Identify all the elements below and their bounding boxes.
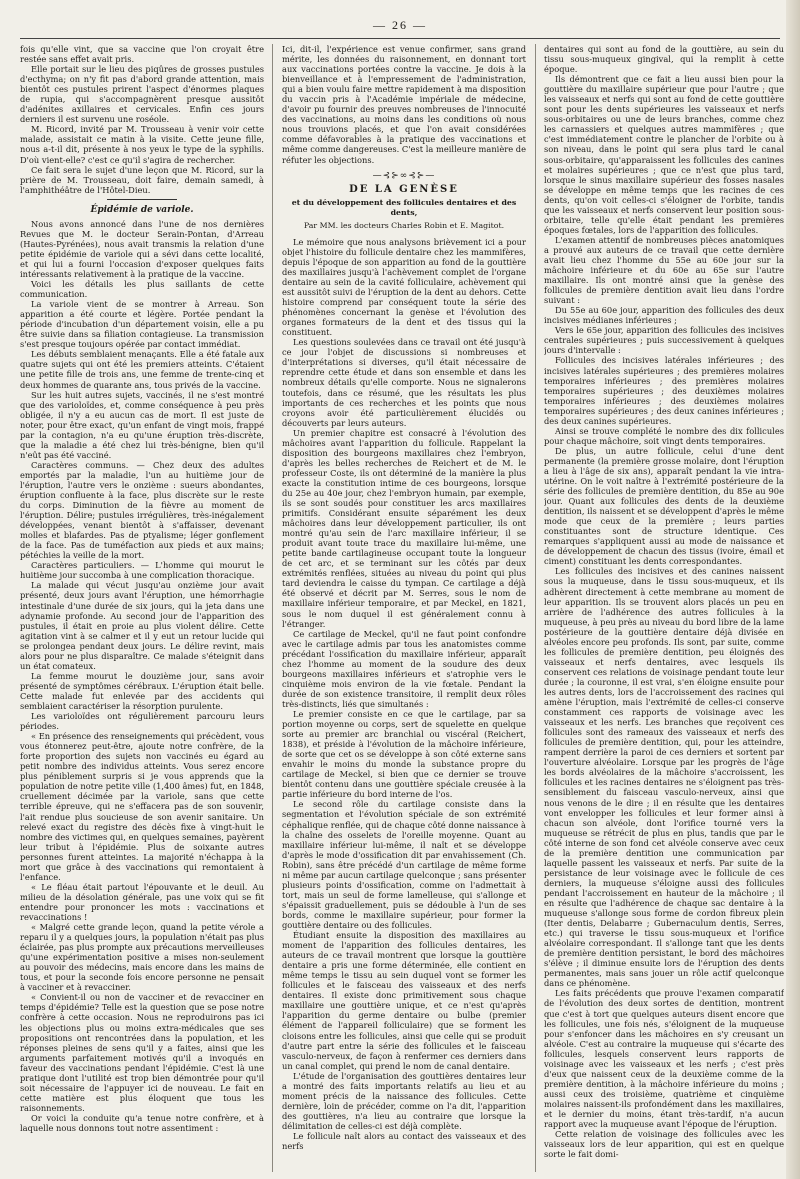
article-title: DE LA GENÈSE xyxy=(349,183,459,195)
paragraph: fois qu'elle vint, que sa vaccine que l'on croyait être restée sans effet avait pris. xyxy=(20,44,264,65)
paragraph: Ils démontrent que ce fait a lieu aussi bien pour la gouttière du maxillaire supérieur que pour l'autre ; que les vaisseaux et nerfs qui sont au fond de cette gouttière sont pour les dents supérieures les vaisseaux et nerfs sous-orbitaires ou une de leurs branches, comme chez les carnassiers et quelques autres mammifères ; que c'est immédiatement contre le plancher de l'orbite ou à son niveau, dans le point qui sera plus tard le canal sous-orbitaire, qu'apparaissent les follicules des canines et molaires supérieures ; que ce n'est que plus tard, lorsque le sinus maxillaire supérieur des fosses nasales se développe en même temps que les racines de ces dents, qu'on voit celles-ci s'éloigner de l'orbite, tandis que les vaisseaux et nerfs conservent leur position sous-orbitaire, telle qu'elle était pendant les premières époques fœtales, lors de l'apparition des follicules. xyxy=(544,74,784,235)
paragraph: Caractères communs. — Chez deux des adultes emportés par la maladie, l'un au huitième jour de l'éruption, l'autre vers le onzième : sueurs abondantes, éruption confluente à la face, plus discrète sur le reste du corps. Diminution de la fièvre au moment de l'éruption. Délire; pustules irrégulières, très-inégalement développées, venant bientôt à s'affaisser, devenant molles et blafardes. Pas de ptyalisme; léger gonflement de la face. Pas de tuméfaction aux pieds et aux mains; pétéchies la veille de la mort. xyxy=(20,459,264,561)
paragraph: Du 55e au 60e jour, apparition des follicules des deux incisives médianes inférieures ; xyxy=(544,305,784,326)
paragraph: « Convient-il ou non de vacciner et de revacciner en temps d'épidémie? Telle est la question que se pose notre confrère à cette occasion. Nous ne reproduirons pas ici les objections plus ou moins extra-médicales que ses propositions ont rencontrées dans la population, et les réponses pleines de sens qu'il y a faites, ainsi que les arguments parfaitement motivés qu'il a invoqués en faveur des vaccinations pendant l'épidémie. C'est là une pratique dont l'utilité est trop bien démontrée pour qu'il soit nécessaire de l'appuyer ici de nouveau. Le fait en cette matière est plus éloquent que tous les raisonnements. xyxy=(20,992,264,1113)
paragraph: Ainsi se trouve complété le nombre des dix follicules pour chaque mâchoire, soit vingt dents temporaires. xyxy=(544,425,784,446)
paragraph: « Le fléau était partout l'épouvante et le deuil. Au milieu de la désolation générale, pas une voix qui se fit entendre pour prononcer les mots : vaccinations et revaccinations ! xyxy=(20,881,264,922)
article-authors: Par MM. les docteurs Charles Robin et E. Magitot. xyxy=(303,220,505,230)
column-divider xyxy=(535,44,536,1172)
paragraph: « Malgré cette grande leçon, quand la petite vérole a reparu il y a quelques jours, la population n'était pas plus éclairée, pas plus prompte aux précautions merveilleuses qu'une expérimentation positive a mises non-seulement au pouvoir des médecins, mais encore dans les mains de tous, et pour la seconde fois encore personne ne pensait à vacciner et à revacciner. xyxy=(20,922,264,993)
paragraph: Or voici la conduite qu'a tenue notre confrère, et à laquelle nous donnons tout notre assentiment : xyxy=(20,1112,264,1133)
paragraph: Les follicules des incisives et des canines naissent sous la muqueuse, dans le tissu sous-muqueux, et ils adhèrent directement à cette membrane au moment de leur apparition. Ils se trouvent alors placés un peu en arrière de l'adhérence des autres follicules à la muqueuse, à peu près au niveau du bord libre de la lame postérieure de la gouttière dentaire déjà divisée en alvéoles encore peu profonds. Ils sont, par suite, comme les follicules de première dentition, peu éloignés des vaisseaux et nerfs dentaires, avec lesquels ils conservent ces relations de voisinage pendant toute leur durée ; la couronne, il est vrai, s'en éloigne ensuite pour les autres dents, lors de l'accroissement des racines qui amène l'éruption, mais l'extrémité de celles-ci conserve constamment ces rapports de voisinage avec les vaisseaux et les nerfs. Les branches que reçoivent ces follicules sont des rameaux des vaisseaux et nerfs des follicules de première dentition, qui, pour les atteindre, rampent derrière la paroi de ces derniers et sortent par l'ouverture alvéolaire. Lorsque par les progrès de l'âge les bords alvéolaires de la mâchoire s'accroissent, les follicules et les racines dentaires ne s'éloignent pas très-sensiblement du faisceau vasculo-nerveux, ainsi que nous venons de le dire ; il en résulte que les dentaires vont envelopper les follicules et leur former ainsi à chacun son alvéole, dont l'orifice tourné vers la muqueuse se rétrécit de plus en plus, tandis que par le côté interne de son fond cet alvéole conserve avec ceux de la première dentition une communication par laquelle passent les vaisseaux et nerfs. Par suite de la persistance de leur voisinage avec le follicule de ces derniers, la muqueuse s'éloigne aussi des follicules pendant l'accroissement en hauteur de la mâchoire ; il en résulte que l'adhérence de chaque sac dentaire à la muqueuse s'allonge sous forme de cordon fibreux plein (Iter dentis, Delabarre ; Gubernaculum dentis, Serres, etc.) qui traverse le tissu sous-muqueux et l'orifice alvéolaire correspondant. Il s'allonge tant que les dents de première dentition persistant, le bord des mâchoires s'élève ; il diminue ensuite lors de l'éruption des dents permanentes, mais sans jouer un rôle actif quelconque dans ce phénomène. xyxy=(544,566,784,989)
paragraph: Sur les huit autres sujets, vaccinés, il ne s'est montré que des varioloïdes, et, comme conséquence à peu près obligée, il n'y a eu aucun cas de mort. Il est juste de noter, pour être exact, qu'un enfant de vingt mois, frappé par la contagion, n'a eu qu'une éruption très-discrète, que la maladie a été chez lui très-bénigne, bien qu'il n'eût pas été vacciné. xyxy=(20,389,264,460)
paragraph: Les débuts semblaient menaçants. Elle a été fatale aux quatre sujets qui ont été les premiers atteints. C'étaient une petite fille de trois ans, une femme de trente-cinq et deux hommes de quarante ans, tous privés de la vaccine. xyxy=(20,349,264,390)
paragraph: La variole vient de se montrer à Arreau. Son apparition a été courte et légère. Portée pendant la période d'incubation d'un département voisin, elle a pu être suivie dans sa filiation contagieuse. La transmission s'est presque toujours opérée par contact immédiat. xyxy=(20,299,264,350)
paragraph: De plus, un autre follicule, celui d'une dent permanente (la première grosse molaire, dont l'éruption a lieu à l'âge de six ans), apparaît pendant la vie intra-utérine. On le voit naître à l'extrémité postérieure de la série des follicules de première dentition, du 85e au 90e jour. Quant aux follicules des dents de la deuxième dentition, ils naissent et se développent d'après le même mode que ceux de la première ; leurs parties constituantes sont de structure identique. Ces remarques s'appliquent aussi au mode de naissance et de développement de chacun des tissus (ivoire, émail et ciment) constituant les dents correspondantes. xyxy=(544,445,784,567)
paragraph: Elle portait sur le lieu des piqûres de grosses pustules d'ecthyma; on n'y fit pas d'abord grande attention, mais bientôt ces pustules prirent l'aspect d'énormes plaques de rupia, qui s'accompagnèrent presque aussitôt d'adénites axillaires et cervicales. Enfin ces jours derniers il est survenu une roséole. xyxy=(20,64,264,125)
paragraph: Cette relation de voisinage des follicules avec les vaisseaux lors de leur apparition, qui est en quelque sorte le fait domi- xyxy=(544,1129,784,1160)
paragraph: dentaires qui sont au fond de la gouttière, au sein du tissu sous-muqueux gingival, qui la remplit à cette époque. xyxy=(544,44,784,75)
paragraph: Un premier chapitre est consacré à l'évolution des mâchoires avant l'apparition du follicule. Rappelant la disposition des bourgeons maxillaires chez l'embryon, d'après les belles recherches de Reichert et de M. le professeur Coste, ils ont déterminé de la manière la plus exacte la constitution intime de ces bourgeons, lorsque du 25e au 40e jour, chez l'embryon humain, par exemple, ils se sont soudés pour constituer les arcs maxillaires primitifs. Considérant ensuite séparément les deux mâchoires dans leur développement particulier, ils ont montré qu'au sein de l'arc maxillaire inférieur, il se produit avant toute trace du maxillaire lui-même, une petite bande cartilagineuse occupant toute la longueur de cet arc, et se terminant sur les côtés par deux extrémités renflées, situées au niveau du point qui plus tard deviendra le caisse du tympan. Ce cartilage a déjà été observé et décrit par M. Serres, sous le nom de maxillaire inférieur temporaire, et par Meckel, en 1821, sous le nom duquel il est généralement connu à l'étranger. xyxy=(282,427,526,629)
paragraph: Les varioloïdes ont régulièrement parcouru leurs périodes. xyxy=(20,711,264,732)
paragraph: Follicules des incisives latérales inférieures ; des incisives latérales supérieures ; des premières molaires temporaires inférieures ; des premières molaires temporaires supérieures ; des deuxièmes molaires temporaires inférieures ; des deuxièmes molaires temporaires supérieures ; des deux canines inférieures ; des deux canines supérieures. xyxy=(544,355,784,426)
column-right xyxy=(544,44,784,1172)
ornament-divider: —⊰⊱∞⊰⊱— xyxy=(372,170,436,181)
paragraph: Caractères particuliers. — L'homme qui mourut le huitième jour succomba à une complication thoracique. xyxy=(20,560,264,581)
article-subtitle: et du développement des follicules dentaires et des dents, xyxy=(291,197,517,217)
paragraph: L'examen attentif de nombreuses pièces anatomiques a prouvé aux auteurs de ce travail que cette dernière avait lieu chez l'homme du 55e au 60e jour sur la mâchoire inférieure et du 60e au 65e sur l'autre maxillaire. Ils ont montré ainsi que la genèse des follicules de première dentition avait lieu dans l'ordre suivant : xyxy=(544,234,784,306)
section-rule xyxy=(107,199,177,200)
paragraph: Le mémoire que nous analysons brièvement ici a pour objet l'histoire du follicule dentaire chez les mammifères, depuis l'époque de son apparition au fond de la gouttière des maxillaires jusqu'à l'achèvement complet de l'organe dentaire au sein de la cavité folliculaire, achèvement qui est aussitôt suivi de l'éruption de la dent au dehors. Cette histoire comprend par conséquent toute la série des phénomènes concernant la genèse et l'évolution des organes formateurs de la dent et des tissus qui la constituent. xyxy=(282,236,526,338)
paragraph: Le follicule naît alors au contact des vaisseaux et des nerfs xyxy=(282,1130,526,1152)
paragraph: La femme mourut le douzième jour, sans avoir présenté de symptômes cérébraux. L'éruption était belle. Cette malade fut enlevée par des accidents qui semblaient caractériser la résorption purulente. xyxy=(20,670,264,711)
paragraph: Ce fait sera le sujet d'une leçon que M. Ricord, sur la prière de M. Trousseau, doit faire, demain samedi, à l'amphithéâtre de l'Hôtel-Dieu. xyxy=(20,164,264,195)
running-head xyxy=(0,10,800,36)
paragraph: Ce cartilage de Meckel, qu'il ne faut point confondre avec le cartilage admis par tous les anatomistes comme précédant l'ossification du maxillaire inférieur, apparaît chez l'homme au moment de la soudure des deux bourgeons maxillaires inférieurs et s'atrophie vers le cinquième mois environ de la vie fœtale. Pendant la durée de son existence transitoire, il remplit deux rôles très-distincts, liés que simultanés : xyxy=(282,628,526,709)
paragraph: Le second rôle du cartilage consiste dans la segmentation et l'évolution spéciale de son extrémité céphalique renflée, qui de chaque côté donne naissance à la chaîne des osselets de l'oreille moyenne. Quant au maxillaire inférieur lui-même, il naît et se développe d'après le mode d'ossification dit par envahissement (Ch. Robin), sans être précédé d'un cartilage de même forme ni même par aucun cartilage quelconque ; sans présenter plusieurs points d'ossification, comme on l'admettait à tort, mais un seul de forme lamelleuse, qui s'allonge et s'épaissit graduellement, puis se dédouble à l'un de ses bords, comme le maxillaire supérieur, pour former la gouttière dentaire ou des follicules. xyxy=(282,799,526,930)
page-number: — 26 — xyxy=(373,18,427,32)
page-edge xyxy=(786,0,800,1179)
paragraph: Nous avons annoncé dans l'une de nos dernières Revues que M. le docteur Serain-Pontan, d'Arreau (Hautes-Pyrénées), nous avait transmis la relation d'une petite épidémie de variole qui a sévi dans cette localité, et qui lui a fourni l'occasion d'exposer quelques faits intéressants relativement à la pratique de la vaccine. xyxy=(20,218,264,279)
paragraph: Étudiant ensuite la disposition des maxillaires au moment de l'apparition des follicules dentaires, les auteurs de ce travail montrent que lorsque la gouttière dentaire a pris une forme déterminée, elle contient en même temps le tissu au sein duquel vont se former les follicules et le faisceau des vaisseaux et des nerfs dentaires. Il existe donc primitivement sous chaque maxillaire une gouttière unique, et ce n'est qu'après l'apparition du germe dentaire ou bulbe (premier élément de l'appareil folliculaire) que se forment les cloisons entre les follicules, ainsi que celle qui se produit d'autre part entre la série des follicules et le faisceau vasculo-nerveux, de façon à renfermer ces derniers dans un canal complet, qui prend le nom de canal dentaire. xyxy=(282,930,526,1071)
header-rule xyxy=(20,38,780,39)
paragraph: « En présence des renseignements qui précèdent, vous vous étonnerez peut-être, ajoute notre confrère, de la forte proportion des sujets non vaccinés eu égard au petit nombre des individus atteints. Vous serez encore plus péniblement surpris si je vous apprends que la population de notre petite ville (1,400 âmes) fut, en 1848, cruellement décimée par la variole, sans que cette terrible épreuve, qui ne s'effacera pas de son souvenir, l'ait rendue plus soucieuse de son avenir sanitaire. Un relevé exact du registre des décès fixe à vingt-huit le nombre des victimes qui, en quelques semaines, payèrent leur tribut à l'épidémie. Plus de soixante autres personnes furent atteintes. La majorité n'échappa à la mort que grâce à des vaccinations qui remontaient à l'enfance. xyxy=(20,731,264,882)
column-divider xyxy=(272,44,273,1172)
paragraph: Voici les détails les plus saillants de cette communication. xyxy=(20,279,264,300)
paragraph: Le premier consiste en ce que le cartilage, par sa portion moyenne ou corps, sert de squelette en quelque sorte au premier arc branchial ou viscéral (Reichert, 1838), et préside à l'évolution de la mâchoire inférieure, de sorte que cet os se développe à son côté externe sans envahir le moins du monde la substance propre du cartilage de Meckel, si bien que ce dernier se trouve bientôt contenu dans une gouttière spéciale creusée à la partie inférieure du bord interne de l'os. xyxy=(282,709,526,800)
section-heading: Épidémie de variole. xyxy=(90,204,194,215)
paragraph: Les questions soulevées dans ce travail ont été jusqu'à ce jour l'objet de discussions si nombreuses et d'interprétations si diverses, qu'il était nécessaire de reprendre cette étude et dans son ensemble et dans les nombreux détails qu'elle comporte. Nous ne signalerons toutefois, dans ce résumé, que les résultats les plus importants de ces recherches et les points que nous croyons avoir été particulièrement élucidés ou découverts par leurs auteurs. xyxy=(282,337,526,428)
paragraph: M. Ricord, invité par M. Trousseau à venir voir cette malade, assistait ce matin à la visite. Cette jeune fille, nous a-t-il dit, présente à nos yeux le type de la syphilis. D'où vient-elle? c'est ce qu'il s'agira de rechercher. xyxy=(20,124,264,165)
paragraph: Les faits précédents que prouve l'examen comparatif de l'évolution des deux sortes de dentition, montrent que c'est à tort que quelques auteurs disent encore que les follicules, une fois nés, s'éloignent de la muqueuse pour s'enfoncer dans les mâchoires en s'y creusant un alvéole. C'est au contraire la muqueuse qui s'écarte des follicules, lesquels conservent leurs rapports de voisinage avec les vaisseaux et les nerfs ; c'est près d'eux que naissent ceux de la deuxième comme de la première dentition, à la mâchoire inférieure du moins ; aussi ceux des troisième, quatrième et cinquième molaires naissent-ils profondément dans les maxillaires, et le dernier du moins, étant très-tardif, n'a aucun rapport avec la muqueuse avant l'époque de l'éruption. xyxy=(544,988,784,1130)
paragraph: La malade qui vécut jusqu'au onzième jour avait présenté, deux jours avant l'éruption, une hémorrhagie intestinale d'une durée de six jours, qui la jeta dans une adynamie profonde. Au second jour de l'apparition des pustules, il était en proie au plus violent délire. Cette agitation vint à se calmer et il y eut un retour lucide qui se prolongea pendant deux jours. Le délire revint, mais alors pour ne plus disparaître. Ce malade s'éteignit dans un état comateux. xyxy=(20,580,264,671)
column-left xyxy=(20,44,264,1172)
paragraph: Vers le 65e jour, apparition des follicules des incisives centrales supérieures ; puis successivement à quelques jours d'intervalle : xyxy=(544,325,784,356)
paragraph: L'étude de l'organisation des gouttières dentaires leur a montré des faits importants relatifs au lieu et au moment précis de la naissance des follicules. Cette dernière, loin de précéder, comme on l'a dit, l'apparition des gouttières, n'a lieu au contraire que lorsque la délimitation de celles-ci est déjà complète. xyxy=(282,1070,526,1131)
column-middle xyxy=(282,44,526,1172)
paragraph: Ici, dit-il, l'expérience est venue confirmer, sans grand mérite, les données du raisonnement, en donnant tort aux vaccinations portées contre la vaccine. Je dois à la bienveillance et à l'empressement de l'administration, qui a bien voulu faire mettre rapidement à ma disposition du vaccin pris à l'Académie impériale de médecine, d'avoir pu fournir des preuves nombreuses de l'innocuité des vaccinations, au moins dans les conditions où nous nous trouvions placés, et que l'on avait considérées comme défavorables à la pratique des vaccinations et même comme dangereuses. C'est la meilleure manière de réfuter les objections. xyxy=(282,44,526,165)
